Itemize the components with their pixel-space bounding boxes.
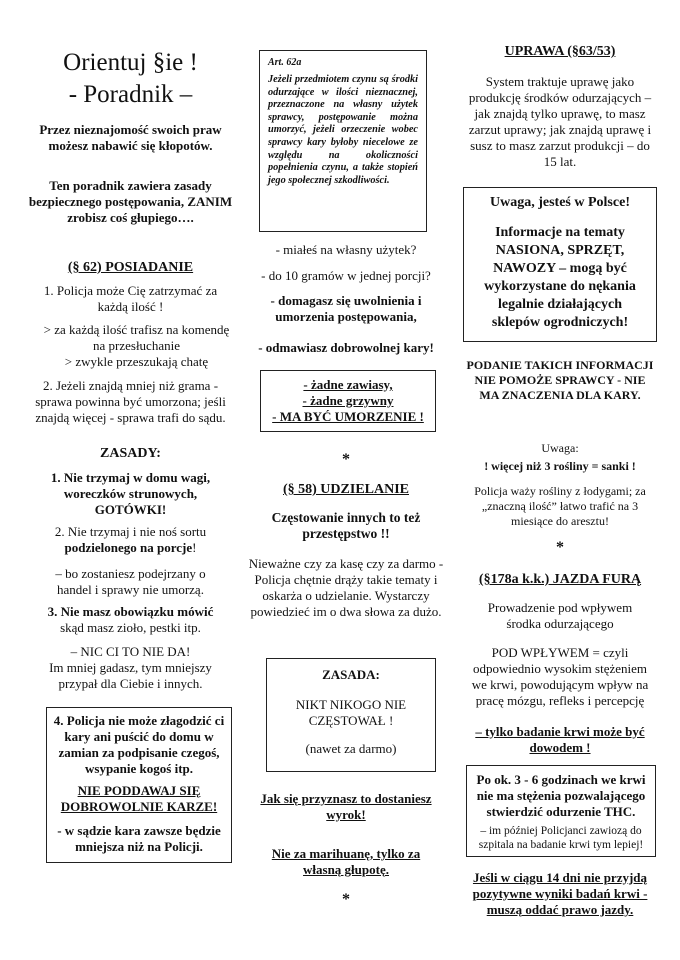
- thc-box-sub: – im później Policjanci zawiozą do szpitala na badanie krwi tym lepiej!: [478, 825, 644, 851]
- rule-3-text: skąd masz zioło, pestki itp.: [60, 620, 201, 635]
- article-text: Jeżeli przedmiotem czynu są środki odurzające w ilości nieznacznej, przeznaczone na własny użytek sprawcy, postępowanie można umorzyć, jeżeli orzeczenie wobec sprawcy kary byłoby niecelowe ze względu na okoliczności popełnienia czynu, a także stopień jego społecznej szkodliwości.: [268, 74, 418, 186]
- wazy-text: Policja waży rośliny z łodygami; za „znaczną ilość” łatwo trafić na 3 miesiące do aresztu!: [474, 484, 646, 528]
- point-1-sub-1: > za każdą ilość trafisz na komendę na przesłuchanie: [43, 322, 230, 353]
- no-penalty-line-2: - żadne grzywny: [302, 393, 394, 408]
- box-left-text: 4. Policja nie może złagodzić ci kary ani puścić do domu w zamian za podpisanie czegoś, wsypanie kogoś itp.: [53, 713, 225, 776]
- uwaga-label: Uwaga:: [541, 441, 579, 455]
- warning-box-left: [46, 707, 232, 863]
- title-line-2: - Poradnik –: [68, 81, 193, 108]
- podanie-text: PODANIE TAKICH INFORMACJI NIE POMOŻE SPRAWCY - NIE MA ZNACZENIA DLA KARY.: [466, 358, 654, 402]
- uprawa-text: System traktuje uprawę jako produkcję środków odurzających – jak znajdą tylko uprawę, to masz zarzut uprawy; jak znajdą uprawę i susz to masz zarzut produkcji – do 15 lat.: [468, 74, 652, 169]
- box-left-end: - w sądzie kara zawsze będzie mniejsza niż na Policji.: [57, 823, 221, 854]
- udzielanie-heading: (§ 58) UDZIELANIE: [282, 482, 409, 497]
- uwaga-text: Informacje na tematy NASIONA, SPRZĘT, NAWOZY – mogą być wykorzystane do nękania legalnie działających sklepów ogrodniczych!: [484, 225, 636, 330]
- thc-box: [466, 765, 656, 857]
- point-2: 2. Jeżeli znajdą mniej niż grama - sprawa powinna być umorzona; jeśli znajdą więcej - sprawa trafi do sądu.: [35, 378, 226, 425]
- rule-2-end: !: [192, 540, 197, 555]
- zasada-sub: (nawet za darmo): [305, 741, 397, 756]
- intro-text-2: Ten poradnik zawiera zasady bezpiecznego postępowania, ZANIM zrobisz coś głupiego….: [28, 178, 233, 225]
- uprawa-heading: UPRAWA (§63/53): [504, 44, 616, 59]
- rule-3-sub-2: Im mniej gadasz, tym mniejszy przypał dla Ciebie i innych.: [49, 660, 212, 691]
- zasada-box: [266, 658, 436, 772]
- mid-line-4: - odmawiasz dobrowolnej kary!: [258, 340, 434, 355]
- thc-box-bold: Po ok. 3 - 6 godzinach we krwi nie ma stężenia pozwalającego stwierdzić odurzenie THC.: [476, 772, 646, 819]
- rule-3-sub-1: – NIC CI TO NIE DA!: [70, 644, 191, 659]
- point-1: 1. Policja może Cię zatrzymać za każdą ilość !: [43, 283, 218, 314]
- closing-2: Nie za marihuanę, tylko za własną głupotę.: [271, 846, 421, 877]
- rule-1: 1. Nie trzymaj w domu wagi, woreczków strunowych, GOTÓWKI!: [50, 470, 211, 517]
- star-1: *: [342, 451, 350, 468]
- intro-text-1: Przez nieznajomość swoich praw możesz nabawić się kłopotów.: [39, 122, 222, 153]
- point-1-sub-2: > zwykle przeszukają chatę: [64, 354, 209, 369]
- uwaga-title: Uwaga, jesteś w Polsce!: [490, 195, 630, 210]
- wplyw-text: POD WPŁYWEM = czyli odpowiednio wysokim stężeniem we krwi, powodującym wpływ na pracę mózgu, refleks i percepcję: [471, 645, 649, 708]
- box-left-underlined: NIE PODDAWAJ SIĘ DOBROWOLNIE KARZE!: [60, 783, 218, 814]
- sanki-text: ! więcej niż 3 rośliny = sanki !: [484, 459, 636, 473]
- zasada-title: ZASADA:: [322, 667, 380, 682]
- zasady-heading: ZASADY:: [100, 446, 161, 461]
- column-middle: [248, 0, 444, 960]
- rule-2-sub: – bo zostaniesz podejrzany o handel i sprawy nie umorzą.: [55, 566, 206, 597]
- uwaga-box: [463, 187, 657, 342]
- rule-3-bold: 3. Nie masz obowiązku mówić: [47, 604, 214, 619]
- no-penalty-line-3: - MA BYĆ UMORZENIE !: [272, 409, 424, 424]
- zasada-text: NIKT NIKOGO NIE CZĘSTOWAŁ !: [295, 697, 407, 728]
- rule-2-bold: podzielonego na porcje: [64, 540, 193, 555]
- udzielanie-bold: Częstowanie innych to też przestępstwo !!: [271, 510, 421, 541]
- posiadanie-heading: (§ 62) POSIADANIE: [67, 260, 194, 275]
- closing-1: Jak się przyznasz to dostaniesz wyrok!: [260, 791, 432, 822]
- rule-2: [28, 524, 233, 556]
- mid-line-3: - domagasz się uwolnienia i umorzenia postępowania,: [270, 293, 422, 324]
- star-right: *: [556, 539, 564, 556]
- udzielanie-text: Nieważne czy za kasę czy za darmo - Policja chętnie drąży takie tematy i oskarża o udzielanie. Wystarczy powiedzieć im o dwa słowa za dużo.: [248, 556, 444, 619]
- no-penalty-box: [260, 370, 436, 432]
- title-line-1: Orientuj §ie !: [63, 49, 198, 76]
- mid-line-1: - miałeś na własny użytek?: [275, 242, 417, 257]
- no-penalty-line-1: - żadne zawiasy,: [303, 377, 393, 392]
- article-title: Art. 62a: [268, 57, 302, 68]
- jazda-text: Prowadzenie pod wpływem środka odurzającego: [487, 600, 633, 631]
- jazda-heading: (§178a k.k.) JAZDA FURĄ: [478, 572, 642, 587]
- rule-2-text: 2. Nie trzymaj i nie noś sortu: [54, 524, 207, 539]
- star-2: *: [342, 891, 350, 908]
- mid-line-2: - do 10 gramów w jednej porcji?: [261, 268, 431, 283]
- final-text: Jeśli w ciągu 14 dni nie przyjdą pozytywne wyniki badań krwi - muszą oddać prawo jazdy.: [472, 870, 648, 917]
- badanie-text: – tylko badanie krwi może być dowodem !: [475, 724, 645, 755]
